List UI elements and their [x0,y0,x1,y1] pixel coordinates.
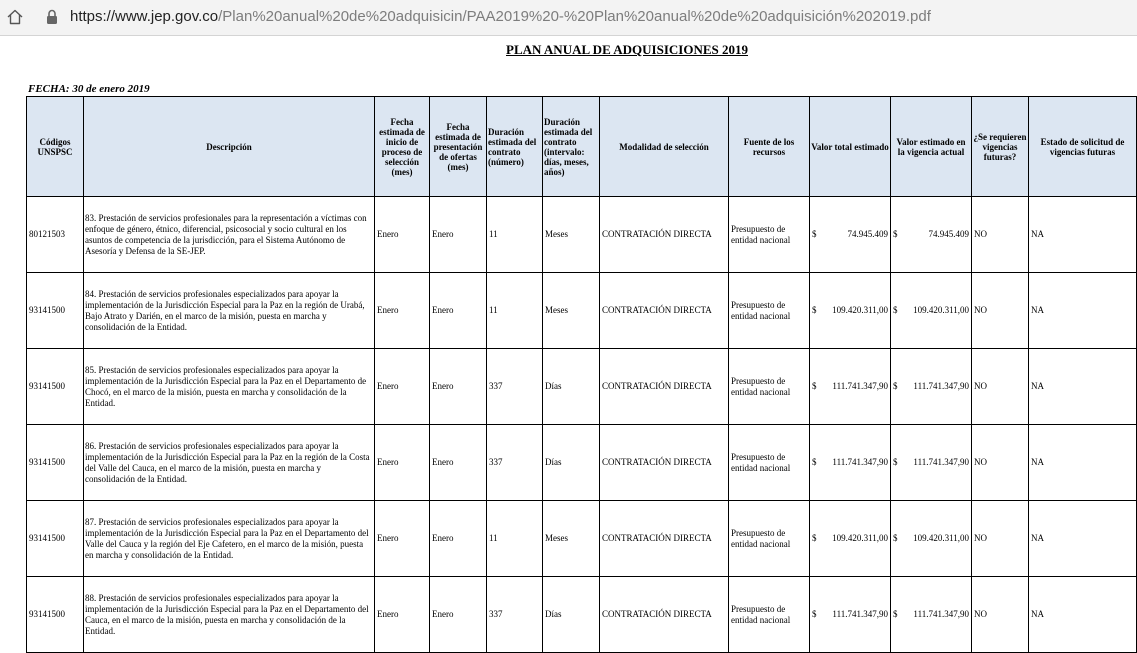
currency-symbol: $ [893,457,898,467]
valor-vigencia-amount: 111.741.347,90 [913,609,969,619]
cell-estado: NA [1029,273,1137,349]
cell-intervalo: Días [543,577,600,653]
cell-estado: NA [1029,577,1137,653]
header-fecha-inicio: Fecha estimada de inicio de proceso de selección (mes) [375,97,430,197]
url-field[interactable] [70,8,931,26]
valor-vigencia-amount: 111.741.347,90 [913,381,969,391]
cell-fuente: Presupuesto de entidad nacional [729,577,810,653]
valor-total-amount: 109.420.311,00 [832,533,888,543]
cell-codigo: 93141500 [27,425,84,501]
cell-valor-total [810,349,891,425]
table-row [27,273,1137,349]
cell-intervalo: Meses [543,197,600,273]
cell-vigencias: NO [972,273,1029,349]
header-codigos: Códigos UNSPSC [27,97,84,197]
cell-fecha-ofertas: Enero [430,577,487,653]
valor-total-amount: 74.945.409 [847,229,888,239]
cell-fecha-ofertas: Enero [430,273,487,349]
url-path: /Plan%20anual%20de%20adquisicin/PAA2019%20-%20Plan%20anual%20de%20adquisición%202019.pdf [218,8,931,25]
cell-fecha-ofertas: Enero [430,425,487,501]
valor-vigencia-amount: 109.420.311,00 [913,305,969,315]
cell-vigencias: NO [972,349,1029,425]
header-modalidad: Modalidad de selección [600,97,729,197]
cell-descripcion: 84. Prestación de servicios profesionales especializados para apoyar la implementación de la Jurisdicción Especial para la Paz en la región de Urabá, Bajo Atrato y Darién, en el marco de la misión, puesta en marcha y consolidación de la Entidad. [84,273,375,349]
cell-modalidad: CONTRATACIÓN DIRECTA [600,501,729,577]
table-row [27,577,1137,653]
cell-fecha-inicio: Enero [375,273,430,349]
currency-symbol: $ [812,381,817,391]
table-row [27,349,1137,425]
cell-valor-vigencia [891,425,972,501]
cell-modalidad: CONTRATACIÓN DIRECTA [600,349,729,425]
cell-intervalo: Meses [543,273,600,349]
cell-duracion: 337 [487,425,543,501]
cell-fecha-inicio: Enero [375,577,430,653]
cell-valor-vigencia [891,273,972,349]
currency-symbol: $ [812,305,817,315]
cell-fecha-ofertas: Enero [430,197,487,273]
cell-modalidad: CONTRATACIÓN DIRECTA [600,577,729,653]
cell-valor-vigencia [891,349,972,425]
cell-duracion: 337 [487,577,543,653]
table-header-row [27,97,1137,197]
cell-fuente: Presupuesto de entidad nacional [729,425,810,501]
cell-fecha-inicio: Enero [375,197,430,273]
cell-duracion: 11 [487,197,543,273]
valor-total-amount: 111.741.347,90 [832,609,888,619]
valor-total-amount: 111.741.347,90 [832,381,888,391]
cell-intervalo: Días [543,425,600,501]
cell-valor-vigencia [891,197,972,273]
cell-vigencias: NO [972,197,1029,273]
cell-estado: NA [1029,349,1137,425]
document-date: FECHA: 30 de enero 2019 [28,83,150,95]
cell-duracion: 11 [487,273,543,349]
document-title: PLAN ANUAL DE ADQUISICIONES 2019 [506,42,748,57]
cell-valor-total [810,197,891,273]
currency-symbol: $ [893,533,898,543]
currency-symbol: $ [893,229,898,239]
header-valor-total: Valor total estimado [810,97,891,197]
valor-total-amount: 111.741.347,90 [832,457,888,467]
currency-symbol: $ [812,533,817,543]
cell-descripcion: 88. Prestación de servicios profesionales especializados para apoyar la implementación de la Jurisdicción Especial para la Paz en el Departamento del Cauca, en el marco de la misión, puesta en marcha y consolidación de la Entidad. [84,577,375,653]
cell-fuente: Presupuesto de entidad nacional [729,349,810,425]
cell-estado: NA [1029,197,1137,273]
currency-symbol: $ [812,457,817,467]
cell-fecha-ofertas: Enero [430,349,487,425]
header-requieren-vigencias: ¿Se requieren vigencias futuras? [972,97,1029,197]
currency-symbol: $ [812,229,817,239]
cell-valor-total [810,577,891,653]
cell-fecha-ofertas: Enero [430,501,487,577]
valor-total-amount: 109.420.311,00 [832,305,888,315]
cell-duracion: 11 [487,501,543,577]
acquisitions-table [26,96,1137,653]
header-duracion-intervalo: Duración estimada del contrato (intervalo: días, meses, años) [543,97,600,197]
cell-fuente: Presupuesto de entidad nacional [729,197,810,273]
cell-modalidad: CONTRATACIÓN DIRECTA [600,197,729,273]
cell-vigencias: NO [972,577,1029,653]
cell-fuente: Presupuesto de entidad nacional [729,501,810,577]
cell-descripcion: 83. Prestación de servicios profesionales para la representación a víctimas con enfoque de género, étnico, diferencial, psicosocial y socio cultural en los asuntos de competencia de la jurisdicción, para el Sistema Autónomo de Asesoría y Defensa de la SE-JEP. [84,197,375,273]
header-descripcion: Descripción [84,97,375,197]
cell-valor-vigencia [891,577,972,653]
cell-fecha-inicio: Enero [375,425,430,501]
cell-duracion: 337 [487,349,543,425]
header-valor-vigencia: Valor estimado en la vigencia actual [891,97,972,197]
table-row [27,425,1137,501]
currency-symbol: $ [893,381,898,391]
browser-address-bar [0,0,1137,36]
cell-modalidad: CONTRATACIÓN DIRECTA [600,273,729,349]
home-icon[interactable] [6,8,24,26]
currency-symbol: $ [893,305,898,315]
lock-icon [46,9,58,25]
cell-descripcion: 86. Prestación de servicios profesionales especializados para apoyar la implementación de la Jurisdicción Especial para la Paz en la región de la Costa del Valle del Cauca, en el marco de la misión, puesta en marcha y consolidación de la Entidad. [84,425,375,501]
cell-intervalo: Días [543,349,600,425]
cell-modalidad: CONTRATACIÓN DIRECTA [600,425,729,501]
table-row [27,197,1137,273]
url-host: https://www.jep.gov.co [70,8,219,25]
cell-descripcion: 87. Prestación de servicios profesionales especializados para apoyar la implementación de la Jurisdicción Especial para la Paz en el Departamento del Valle del Cauca y la región del Eje Cafetero, en el marco de la misión, puesta en marcha y consolidación de la Entidad. [84,501,375,577]
cell-codigo: 93141500 [27,349,84,425]
header-fecha-ofertas: Fecha estimada de presentación de ofertas (mes) [430,97,487,197]
header-duracion-numero: Duración estimada del contrato (número) [487,97,543,197]
table-row [27,501,1137,577]
cell-descripcion: 85. Prestación de servicios profesionales especializados para apoyar la implementación de la Jurisdicción Especial para la Paz en el Departamento de Chocó, en el marco de la misión, puesta en marcha y consolidación de la Entidad. [84,349,375,425]
cell-valor-vigencia [891,501,972,577]
cell-vigencias: NO [972,501,1029,577]
currency-symbol: $ [893,609,898,619]
cell-valor-total [810,501,891,577]
cell-fuente: Presupuesto de entidad nacional [729,273,810,349]
cell-valor-total [810,425,891,501]
cell-estado: NA [1029,501,1137,577]
valor-vigencia-amount: 109.420.311,00 [913,533,969,543]
header-fuente: Fuente de los recursos [729,97,810,197]
cell-intervalo: Meses [543,501,600,577]
cell-codigo: 93141500 [27,501,84,577]
cell-codigo: 93141500 [27,273,84,349]
header-estado-vigencias: Estado de solicitud de vigencias futuras [1029,97,1137,197]
currency-symbol: $ [812,609,817,619]
cell-codigo: 93141500 [27,577,84,653]
cell-valor-total [810,273,891,349]
cell-estado: NA [1029,425,1137,501]
cell-codigo: 80121503 [27,197,84,273]
cell-fecha-inicio: Enero [375,349,430,425]
valor-vigencia-amount: 111.741.347,90 [913,457,969,467]
cell-fecha-inicio: Enero [375,501,430,577]
valor-vigencia-amount: 74.945.409 [928,229,969,239]
cell-vigencias: NO [972,425,1029,501]
